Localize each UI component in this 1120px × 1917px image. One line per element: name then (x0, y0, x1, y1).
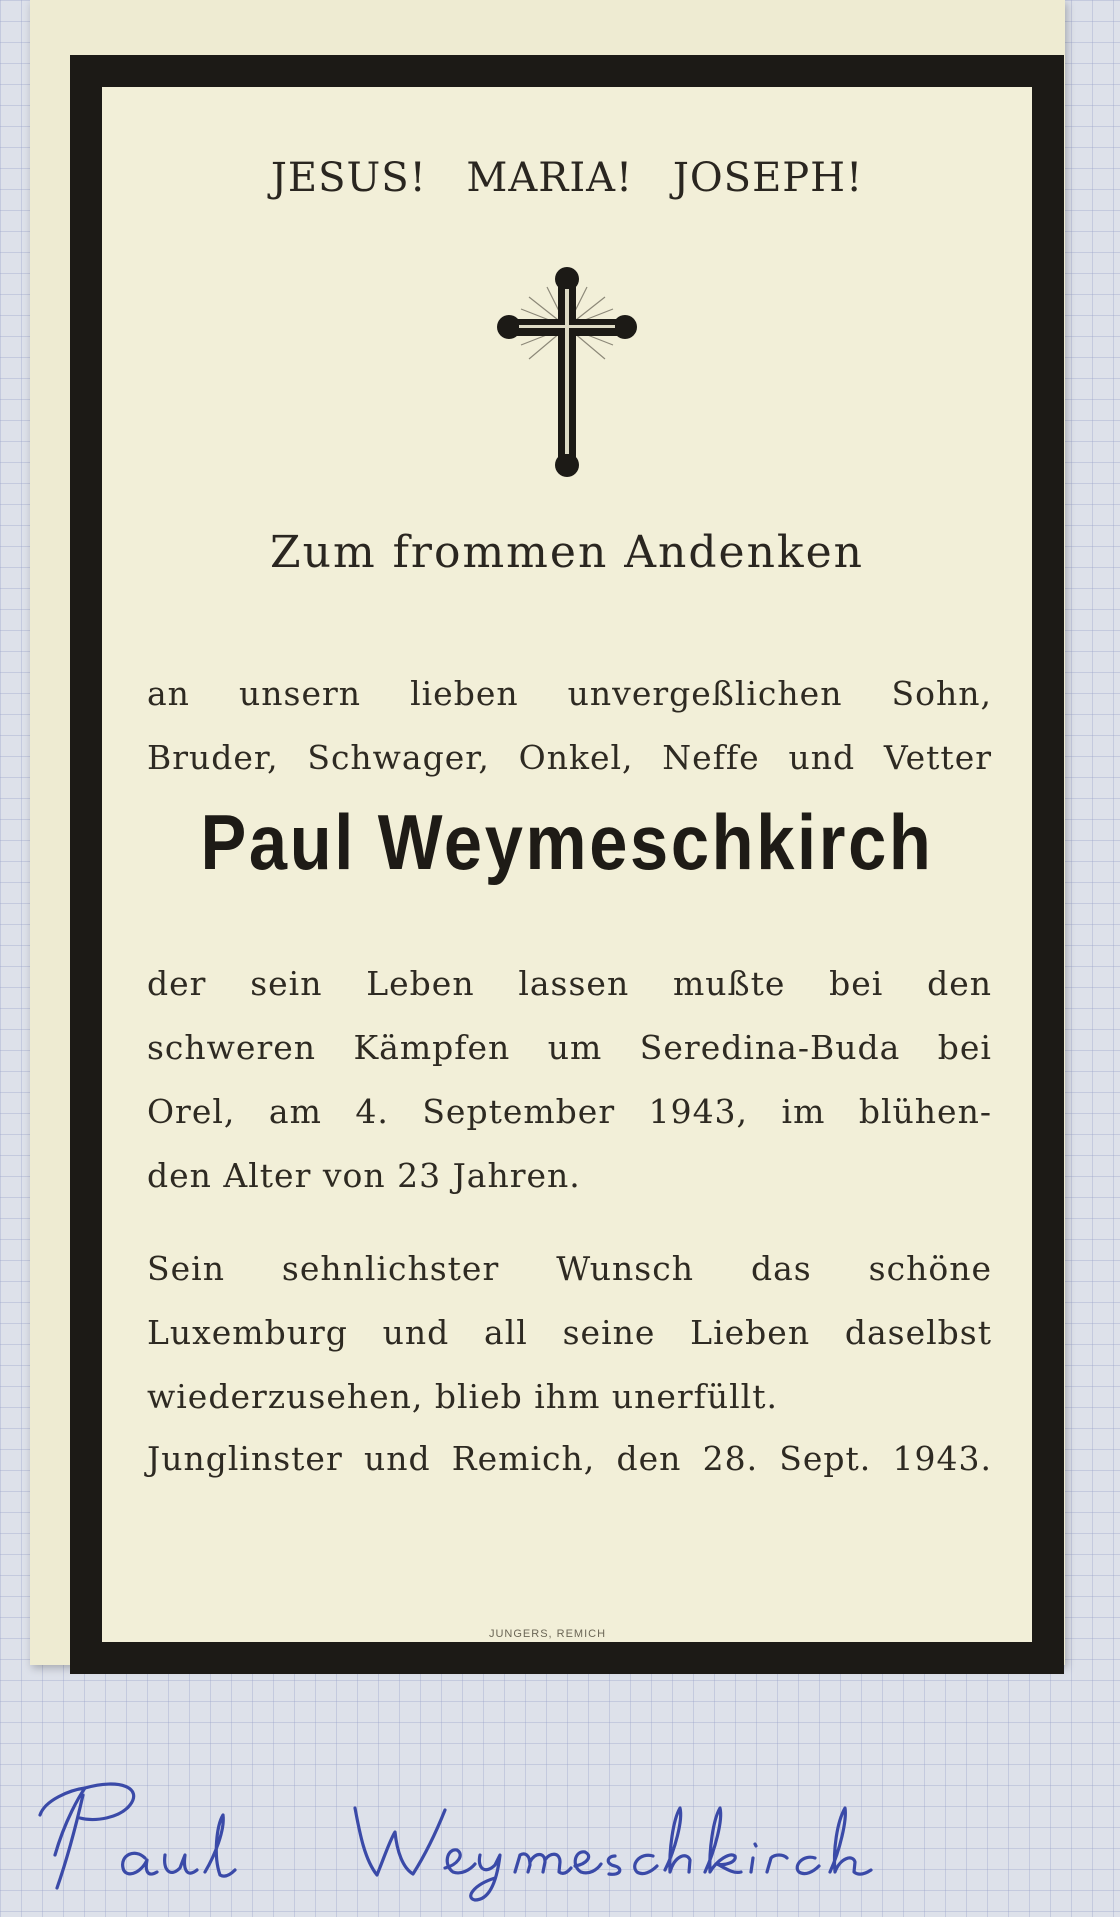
intro-line: Bruder, Schwager, Onkel, Neffe und Vetter (147, 738, 992, 777)
memorial-heading: Zum frommen Andenken (270, 527, 864, 578)
wish-line: Sein sehnlichster Wunsch das schöne (147, 1249, 992, 1288)
memorial-card (30, 0, 1065, 1665)
wish-line: Luxemburg und all seine Lieben daselbst (147, 1313, 992, 1352)
death-line: der sein Leben lassen mußte bei den (147, 964, 992, 1003)
death-paragraph (147, 952, 992, 1208)
intro-line: an unsern lieben unvergeßlichen Sohn, (147, 674, 992, 713)
printer-imprint: JUNGERS, REMICH (488, 1628, 607, 1640)
mourning-border (70, 55, 1064, 1674)
wish-paragraph (147, 1237, 992, 1429)
death-line: den Alter von 23 Jahren. (147, 1156, 581, 1195)
invocation-text: JESUS! MARIA! JOSEPH! (270, 155, 864, 201)
place-date-text: Junglinster und Remich, den 28. Sept. 1943. (147, 1439, 992, 1478)
death-line: schweren Kämpfen um Seredina-Buda bei (147, 1028, 992, 1067)
intro-paragraph (147, 662, 992, 790)
death-line: Orel, am 4. September 1943, im blühen- (147, 1092, 992, 1131)
handwritten-signature (25, 1760, 1105, 1910)
card-text-area (102, 87, 1032, 1642)
cross-icon (487, 267, 647, 477)
place-date-line (147, 1427, 992, 1491)
wish-line: wiederzusehen, blieb ihm unerfüllt. (147, 1377, 778, 1416)
deceased-name: Paul Weymeschkirch (200, 798, 934, 886)
